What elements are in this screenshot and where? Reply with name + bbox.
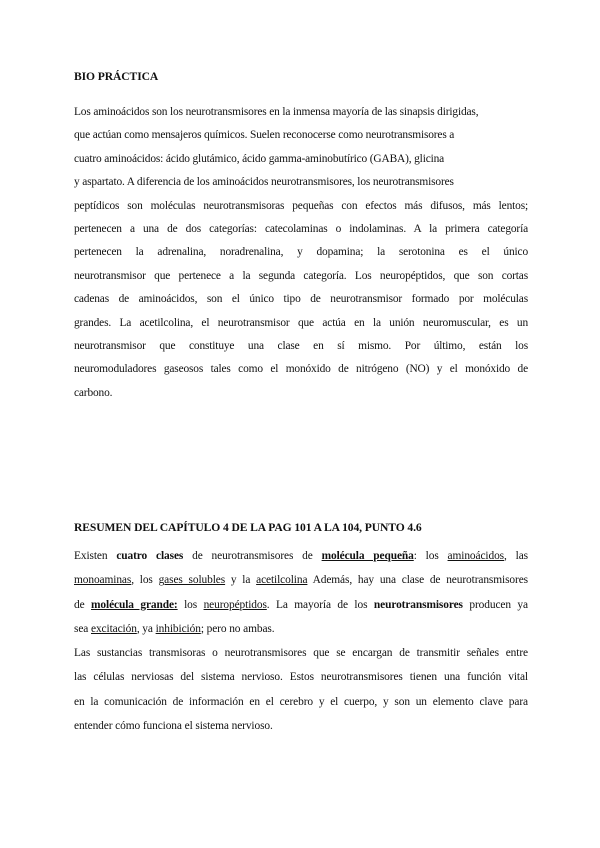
paragraph-line: neurotransmisor que pertenece a la segunda categoría. Los neuropéptidos, que son cortas xyxy=(74,269,528,282)
bold-term: neurotransmisores xyxy=(373,598,463,611)
summary-line: sea excitación, ya inhibición; pero no ambas. xyxy=(74,622,275,635)
bold-underlined-term: molécula grande: xyxy=(91,598,178,611)
bold-term: cuatro clases xyxy=(116,550,184,562)
paragraph-line: en la comunicación de información en el cerebro y el cuerpo, y son un elemento clave para xyxy=(74,695,528,708)
underlined-term: monoaminas xyxy=(74,574,132,587)
paragraph-line: Las sustancias transmisoras o neurotransmisores que se encargan de transmitir señales entre xyxy=(74,647,528,660)
paragraph-line: pertenecen a una de dos categorías: catecolaminas o indolaminas. A la primera categoría xyxy=(74,223,528,236)
paragraph-line: cadenas de aminoácidos, son el único tipo de neurotransmisor formado por moléculas xyxy=(74,293,528,306)
paragraph-line: que actúan como mensajeros químicos. Suelen reconocerse como neurotransmisores a xyxy=(74,129,455,142)
paragraph-line: pertenecen la adrenalina, noradrenalina, y dopamina; la serotonina es el único xyxy=(74,246,528,259)
section-1-title: BIO PRÁCTICA xyxy=(74,70,159,83)
paragraph-line: Los aminoácidos son los neurotransmisores en la inmensa mayoría de las sinapsis dirigidas, xyxy=(74,106,479,118)
paragraph-line: cuatro aminoácidos: ácido glutámico, ácido gamma-aminobutírico (GABA), glicina xyxy=(74,152,445,165)
paragraph-line: grandes. La acetilcolina, el neurotransmisor que actúa en la unión neuromuscular, es un xyxy=(74,316,528,329)
summary-line: de molécula grande: los neuropéptidos. La mayoría de los neurotransmisores producen ya xyxy=(74,598,528,611)
section-2-title: RESUMEN DEL CAPÍTULO 4 DE LA PAG 101 A LA 104, PUNTO 4.6 xyxy=(74,521,422,534)
paragraph-line: neurotransmisor que constituye una clase en sí mismo. Por último, están los xyxy=(74,340,528,353)
underlined-term: neuropéptidos xyxy=(203,598,267,611)
paragraph-line: entender cómo funciona el sistema nervioso. xyxy=(74,720,273,733)
paragraph-line: peptídicos son moléculas neurotransmisoras pequeñas con efectos más difusos, más lentos; xyxy=(74,199,528,212)
underlined-term: aminoácidos xyxy=(447,550,505,562)
underlined-term: acetilcolina xyxy=(256,574,308,587)
paragraph-line: carbono. xyxy=(74,386,113,399)
underlined-term: gases solubles xyxy=(158,574,226,587)
underlined-term: inhibición xyxy=(155,622,201,635)
summary-line: Existen cuatro clases de neurotransmisores de molécula pequeña: los aminoácidos, las xyxy=(74,550,528,562)
underlined-term: excitación xyxy=(91,622,137,635)
paragraph-line: y aspartato. A diferencia de los aminoácidos neurotransmisores, los neurotransmisores xyxy=(74,176,454,189)
section-1-paragraph xyxy=(74,101,528,405)
summary-line: monoaminas, los gases solubles y la acetilcolina Además, hay una clase de neurotransmisores xyxy=(74,574,528,587)
section-2-summary xyxy=(74,544,528,738)
bold-underlined-term: molécula pequeña xyxy=(321,550,414,562)
paragraph-line: las células nerviosas del sistema nervioso. Estos neurotransmisores tienen una función vital xyxy=(74,671,528,684)
paragraph-line: neuromoduladores gaseosos tales como el monóxido de nitrógeno (NO) y el monóxido de xyxy=(74,363,528,376)
